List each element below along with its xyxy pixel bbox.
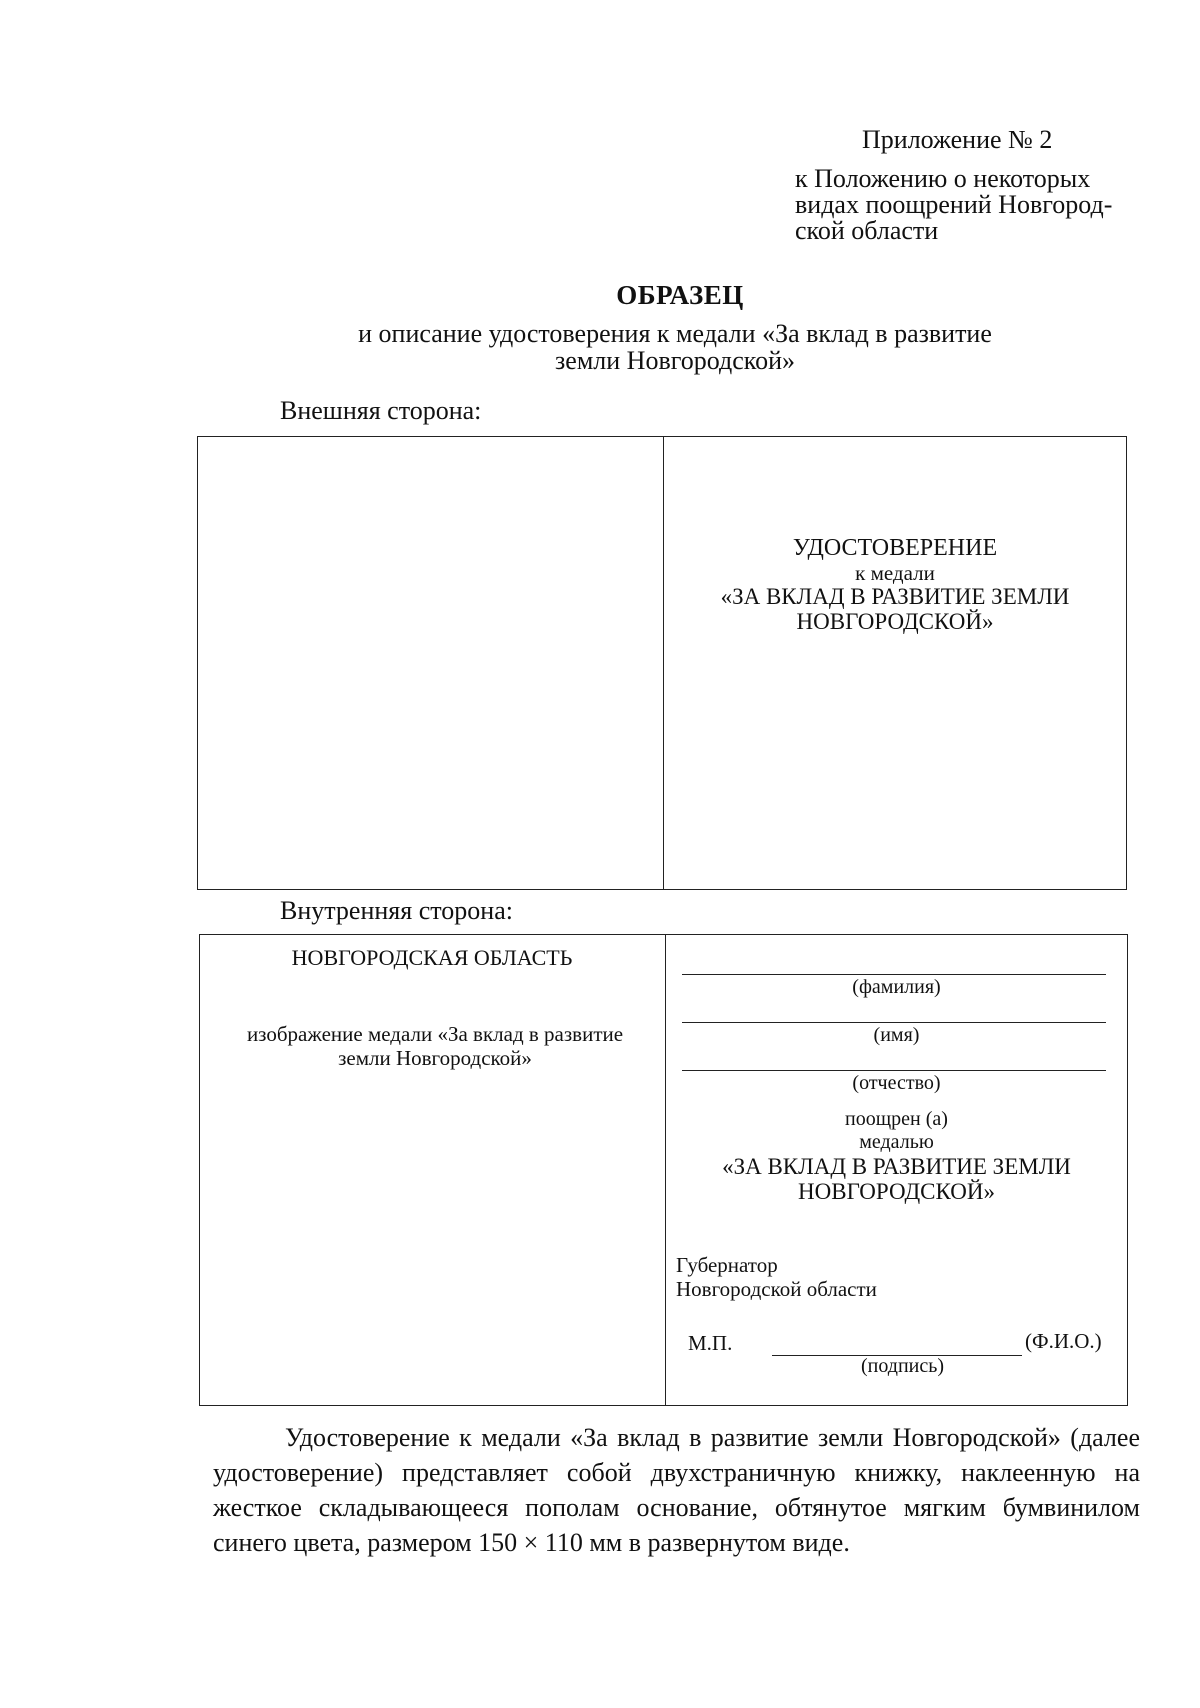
cover-medal-line: «ЗА ВКЛАД В РАЗВИТИЕ ЗЕМЛИ: [720, 584, 1070, 609]
document-title: ОБРАЗЕЦ: [616, 280, 744, 310]
outer-side-divider: [663, 436, 664, 890]
outer-side-label: Внешняя сторона:: [280, 396, 482, 425]
governor-title: [676, 1253, 877, 1301]
appendix-reference: [795, 166, 1135, 244]
document-subtitle: [330, 320, 1020, 374]
fio-caption: (Ф.И.О.): [1025, 1329, 1102, 1353]
awarded-line: поощрен (а): [845, 1108, 948, 1130]
surname-line: [682, 974, 1106, 975]
name-caption: (имя): [873, 1024, 920, 1046]
seal-mark: М.П.: [688, 1331, 733, 1355]
medal-image-line: земли Новгородской»: [338, 1046, 532, 1070]
region-name: НОВГОРОДСКАЯ ОБЛАСТЬ: [291, 945, 573, 970]
appendix-reference-line: к Положению о некоторых: [795, 164, 1091, 193]
subtitle-line: земли Новгородской»: [555, 346, 795, 375]
surname-caption: (фамилия): [852, 976, 941, 998]
appendix-number: Приложение № 2: [862, 125, 1053, 154]
patronymic-line: [682, 1070, 1106, 1071]
cover-subtitle: к медали: [855, 561, 935, 585]
medal-image-placeholder: [205, 1022, 665, 1070]
cover-text-block: [663, 535, 1127, 634]
cover-medal-line: НОВГОРОДСКОЙ»: [796, 609, 994, 634]
awarded-medal-line: НОВГОРОДСКОЙ»: [798, 1179, 995, 1204]
appendix-reference-line: ской области: [795, 216, 939, 245]
awarded-medal-line: «ЗА ВКЛАД В РАЗВИТИЕ ЗЕМЛИ: [722, 1154, 1071, 1179]
awarded-line: медалью: [859, 1131, 934, 1153]
patronymic-caption: (отчество): [852, 1072, 941, 1094]
outer-side-frame: [197, 436, 1127, 890]
awarded-block: [665, 1108, 1128, 1204]
governor-line: Губернатор: [676, 1253, 778, 1277]
description-paragraph: Удостоверение к медали «За вклад в развитие земли Новгородской» (далее удостоверение) представляет собой двухстраничную книжку, наклеенную на жесткое складывающееся пополам основание, обтянутое мягким бумвинилом синего цвета, размером 150 × 110 мм в развернутом виде.: [213, 1423, 1140, 1557]
signature-caption: (подпись): [860, 1355, 945, 1377]
name-line: [682, 1022, 1106, 1023]
inner-side-label: Внутренняя сторона:: [280, 896, 513, 925]
cover-title: УДОСТОВЕРЕНИЕ: [792, 535, 998, 561]
subtitle-line: и описание удостоверения к медали «За вклад в развитие: [358, 319, 992, 348]
appendix-reference-line: видах поощрений Новгород-: [795, 190, 1113, 219]
governor-line: Новгородской области: [676, 1277, 877, 1301]
medal-image-line: изображение медали «За вклад в развитие: [246, 1022, 624, 1046]
